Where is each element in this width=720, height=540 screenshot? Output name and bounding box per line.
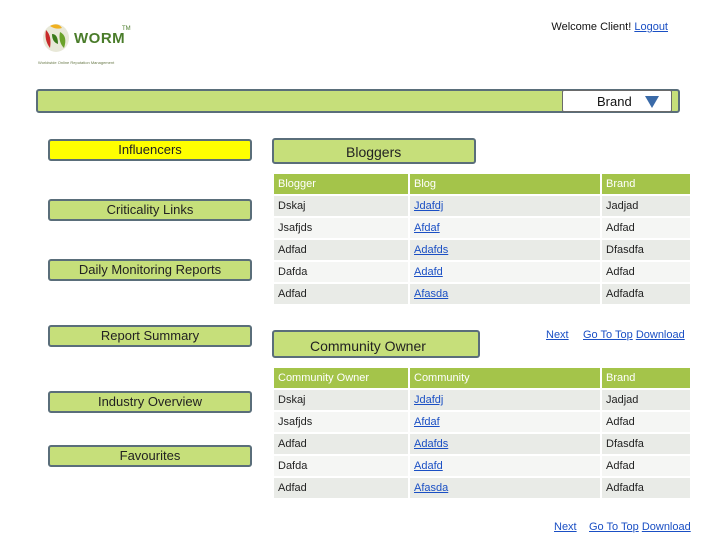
blog-link-cell [410, 196, 600, 216]
column-header: Blogger [274, 174, 408, 194]
table-header-row [274, 174, 690, 194]
blog-link-cell [410, 262, 600, 282]
bloggers-go-to-top-link[interactable]: Go To Top [583, 329, 633, 341]
sidebar-item-report-summary[interactable] [48, 325, 252, 347]
brand-cell: Adfadfa [602, 478, 690, 498]
blogger-cell: Dskaj [274, 196, 408, 216]
blog-link[interactable]: Adafds [414, 244, 449, 256]
blogger-cell: Dafda [274, 262, 408, 282]
brand-cell: Jadjad [602, 196, 690, 216]
worm-logo [36, 16, 136, 70]
brand-cell: Adfad [602, 218, 690, 238]
table-row [274, 262, 690, 282]
table-row [274, 240, 690, 260]
community-link[interactable]: Jdafdj [414, 394, 444, 406]
community-owner-cell: Adfad [274, 478, 408, 498]
brand-cell: Dfasdfa [602, 434, 690, 454]
worm-logo-icon [40, 20, 72, 54]
column-header: Brand [602, 368, 690, 388]
blog-link-cell [410, 284, 600, 304]
brand-select[interactable] [562, 90, 672, 112]
blogger-cell: Jsafjds [274, 218, 408, 238]
column-header: Brand [602, 174, 690, 194]
dropdown-arrow-icon[interactable] [645, 96, 659, 108]
community-download-link[interactable]: Download [641, 521, 691, 533]
sidebar-item-label: Industry Overview [97, 394, 203, 409]
community-link-cell [410, 478, 600, 498]
community-link-cell [410, 456, 600, 476]
sidebar-item-label: Influencers [118, 142, 182, 157]
community-owner-cell: Adfad [274, 434, 408, 454]
table-row [274, 478, 690, 498]
sidebar-item-industry-overview[interactable] [48, 391, 252, 413]
brand-cell: Dfasdfa [602, 240, 690, 260]
table-row [274, 196, 690, 216]
community-link[interactable]: Adafds [414, 438, 449, 450]
community-owner-table [272, 366, 692, 500]
column-header: Blog [410, 174, 600, 194]
community-link-cell [410, 390, 600, 410]
sidebar-item-daily-monitoring-reports[interactable] [48, 259, 252, 281]
community-next-link[interactable]: Next [554, 521, 577, 533]
welcome-area [551, 21, 668, 33]
blog-link[interactable]: Afdaf [414, 222, 440, 234]
logo-trademark: TM [122, 26, 131, 32]
logo-word: WORM [74, 30, 126, 47]
sidebar-item-criticality-links[interactable] [48, 199, 252, 221]
bloggers-download-link[interactable]: Download [635, 329, 685, 341]
blog-link[interactable]: Adafd [414, 266, 443, 278]
brand-cell: Adfad [602, 412, 690, 432]
blogger-cell: Adfad [274, 284, 408, 304]
column-header: Community [410, 368, 600, 388]
sidebar-item-label: Daily Monitoring Reports [78, 262, 222, 277]
blog-link-cell [410, 218, 600, 238]
sidebar-item-label: Report Summary [100, 328, 200, 343]
brand-cell: Adfad [602, 456, 690, 476]
community-pager [554, 521, 577, 533]
blog-link-cell [410, 240, 600, 260]
logo-tagline: Worldwide Online Reputation Management [38, 60, 115, 65]
blogger-cell: Adfad [274, 240, 408, 260]
bloggers-title: Bloggers [346, 144, 402, 160]
brand-cell: Adfadfa [602, 284, 690, 304]
community-link-cell [410, 434, 600, 454]
brand-select-value: Brand [597, 94, 632, 109]
sidebar-item-label: Criticality Links [106, 202, 194, 217]
bloggers-actions [583, 329, 685, 341]
community-link-cell [410, 412, 600, 432]
community-link[interactable]: Afdaf [414, 416, 440, 428]
bloggers-next-link[interactable]: Next [546, 329, 569, 341]
table-row [274, 456, 690, 476]
community-actions [589, 521, 691, 533]
table-row [274, 218, 690, 238]
table-row [274, 390, 690, 410]
column-header: Community Owner [274, 368, 408, 388]
table-row [274, 412, 690, 432]
table-header-row [274, 368, 690, 388]
table-row [274, 434, 690, 454]
community-owner-cell: Dafda [274, 456, 408, 476]
welcome-text: Welcome Client! [551, 21, 632, 33]
community-owner-cell: Dskaj [274, 390, 408, 410]
sidebar-item-label: Favourites [119, 448, 181, 463]
community-owner-section-header [272, 330, 480, 358]
sidebar-item-influencers[interactable] [48, 139, 252, 161]
sidebar-item-favourites[interactable] [48, 445, 252, 467]
bloggers-table [272, 172, 692, 306]
blog-link[interactable]: Afasda [414, 288, 449, 300]
blog-link[interactable]: Jdafdj [414, 200, 444, 212]
community-link[interactable]: Afasda [414, 482, 449, 494]
community-owner-cell: Jsafjds [274, 412, 408, 432]
brand-cell: Jadjad [602, 390, 690, 410]
bloggers-section-header [272, 138, 476, 164]
community-go-to-top-link[interactable]: Go To Top [589, 521, 639, 533]
table-row [274, 284, 690, 304]
brand-cell: Adfad [602, 262, 690, 282]
community-owner-title: Community Owner [310, 338, 426, 354]
logout-link[interactable]: Logout [634, 21, 668, 33]
bloggers-pager [546, 329, 569, 341]
community-link[interactable]: Adafd [414, 460, 443, 472]
